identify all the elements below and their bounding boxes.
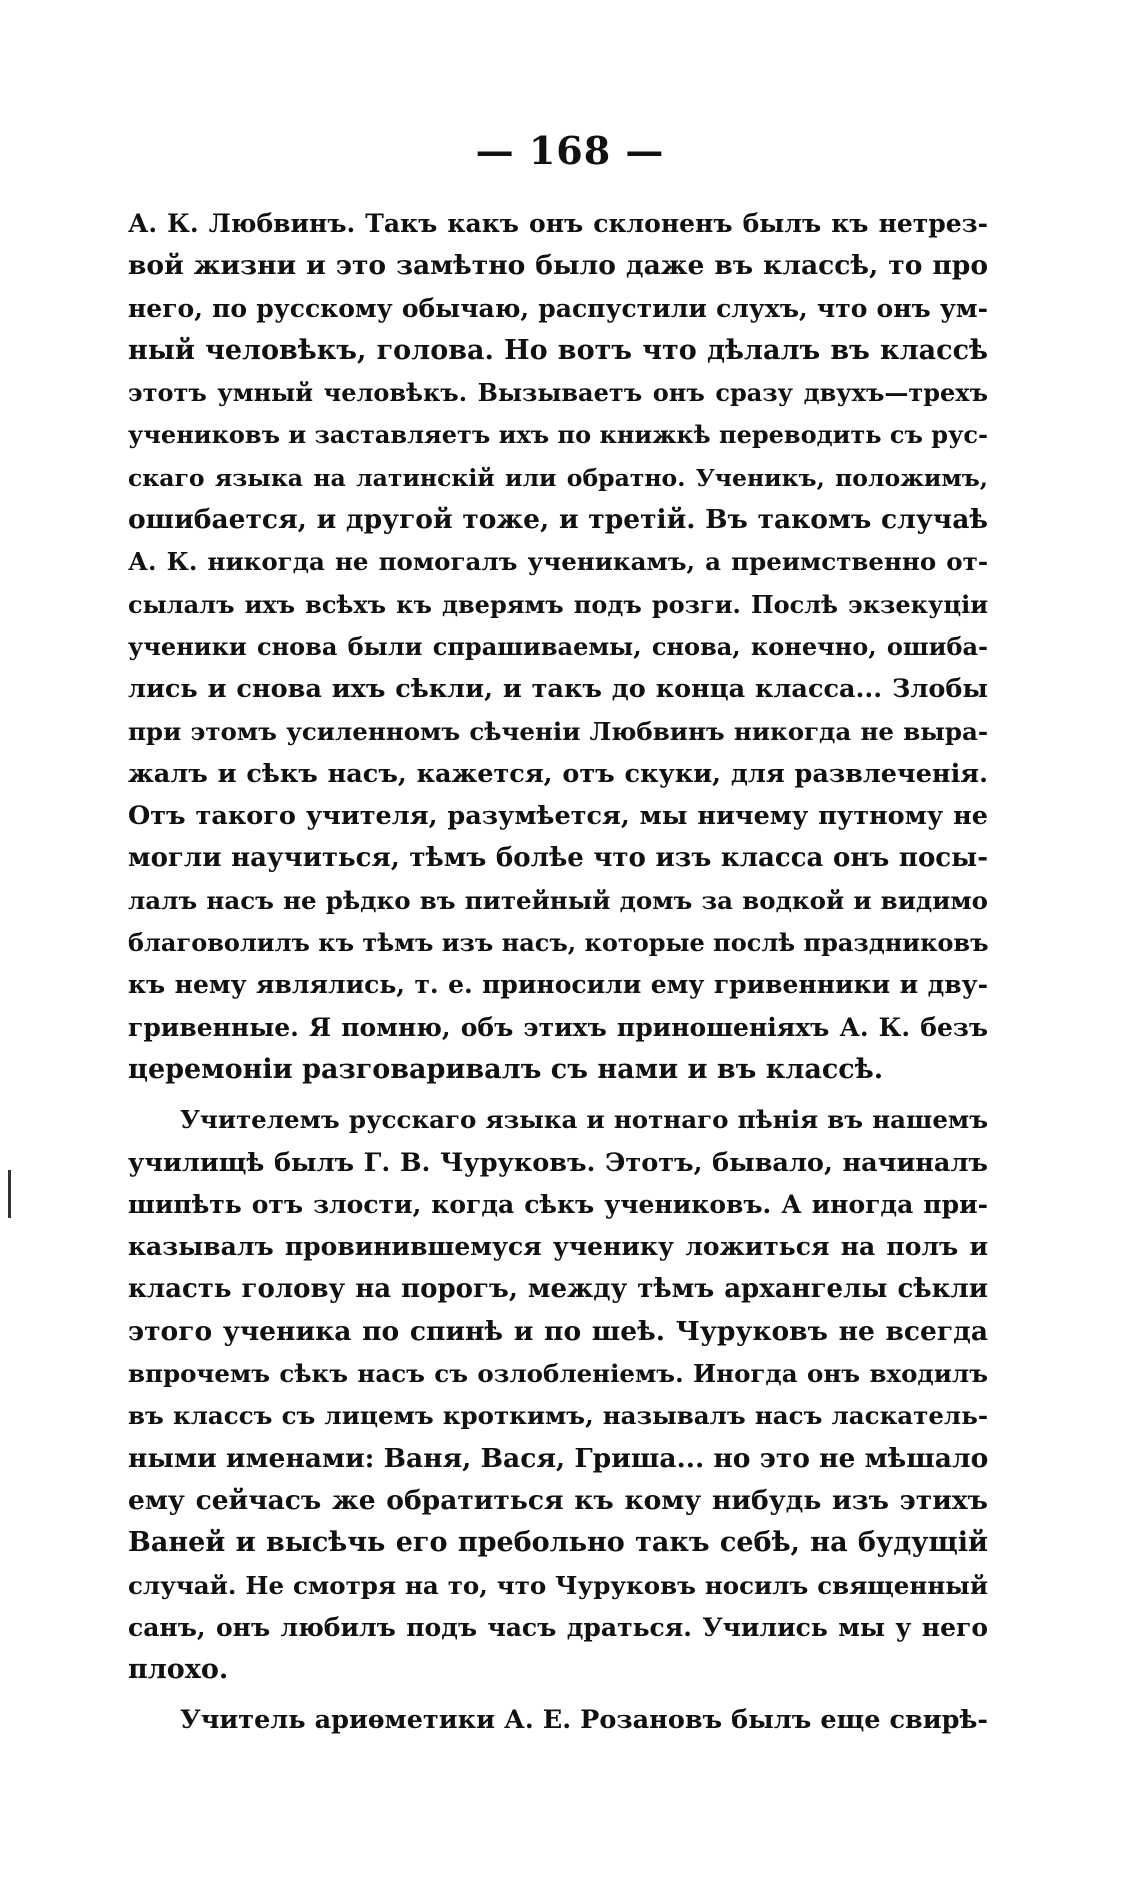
text-line: этотъ умный человѣкъ. Вызываетъ онъ сразу двухъ—трехъ: [128, 378, 988, 408]
body-text: [128, 203, 988, 1742]
margin-mark: [8, 1170, 11, 1218]
text-line: случай. Не смотря на то, что Чуруковъ носилъ священный: [128, 1570, 988, 1600]
paragraph-3: [128, 1699, 988, 1741]
text-line: Отъ такого учителя, разумѣется, мы ничему путному не: [128, 801, 988, 832]
page-number: — 168 —: [475, 128, 665, 173]
text-line: вой жизни и это замѣтно было даже въ классѣ, то про: [128, 250, 988, 282]
text-line: учениковъ и заставляетъ ихъ по книжкѣ переводить съ рус-: [128, 420, 988, 450]
text-line: шипѣть отъ злости, когда сѣкъ учениковъ. А иногда при-: [128, 1189, 988, 1219]
text-line: Ваней и высѣчь его пребольно такъ себѣ, на будущій: [128, 1527, 988, 1559]
text-line: А. К. никогда не помогалъ ученикамъ, а преимственно от-: [128, 547, 988, 577]
paragraph-gap: [128, 1091, 988, 1099]
text-line: него, по русскому обычаю, распустили слухъ, что онъ ум-: [128, 293, 988, 323]
text-line: сылалъ ихъ всѣхъ къ дверямъ подъ розги. Послѣ экзекуціи: [128, 589, 988, 619]
text-line: въ классъ съ лицемъ кроткимъ, называлъ насъ ласкатель-: [128, 1401, 988, 1431]
text-line: ему сейчасъ же обратиться къ кому нибудь изъ этихъ: [128, 1484, 988, 1516]
text-line: ный человѣкъ, голова. Но вотъ что дѣлалъ въ классѣ: [128, 334, 988, 366]
text-line: училищѣ былъ Г. В. Чуруковъ. Этотъ, бывало, начиналъ: [128, 1147, 988, 1178]
text-line: могли научиться, тѣмъ болѣе что изъ класса онъ посы-: [128, 843, 988, 874]
text-line: А. К. Любвинъ. Такъ какъ онъ склоненъ былъ къ нетрез-: [128, 209, 988, 238]
text-line: лалъ насъ не рѣдко въ питейный домъ за водкой и видимо: [128, 885, 988, 915]
text-line: скаго языка на латинскій или обратно. Ученикъ, положимъ,: [128, 463, 988, 492]
text-line: плохо.: [128, 1654, 229, 1686]
text-line: лись и снова ихъ сѣкли, и такъ до конца класса... Злобы: [128, 674, 988, 705]
text-line: этого ученика по спинѣ и по шеѣ. Чуруковъ не всегда: [128, 1315, 988, 1347]
text-line: ошибается, и другой тоже, и третій. Въ такомъ случаѣ: [128, 504, 988, 536]
text-line: ученики снова были спрашиваемы, снова, конечно, ошиба-: [128, 631, 988, 661]
text-line: Учителемъ русскаго языка и нотнаго пѣнія въ нашемъ: [180, 1105, 988, 1135]
text-line: къ нему являлись, т. е. приносили ему гривенники и дву-: [128, 970, 988, 1000]
text-line: ными именами: Ваня, Вася, Гриша... но это не мѣшало: [128, 1442, 989, 1474]
paragraph-gap: [128, 1691, 988, 1699]
text-line: впрочемъ сѣкъ насъ съ озлобленіемъ. Иногда онъ входилъ: [128, 1359, 988, 1389]
text-line: казывалъ провинившемуся ученику ложиться на полъ и: [128, 1232, 988, 1262]
text-line: гривенные. Я помню, объ этихъ приношеніяхъ А. К. безъ: [128, 1012, 988, 1042]
paragraph-2: [128, 1099, 988, 1691]
text-line: церемоніи разговаривалъ съ нами и въ классѣ.: [128, 1053, 884, 1085]
text-line: при этомъ усиленномъ сѣченіи Любвинъ никогда не выра-: [128, 716, 988, 746]
text-line: класть голову на порогъ, между тѣмъ архангелы сѣкли: [128, 1274, 988, 1305]
text-line: жалъ и сѣкъ насъ, кажется, отъ скуки, для развлеченія.: [128, 758, 988, 789]
text-line: благоволилъ къ тѣмъ изъ насъ, которые послѣ праздниковъ: [128, 928, 989, 958]
paragraph-1: [128, 203, 988, 1091]
text-line: Учитель ариѳметики А. Е. Розановъ былъ еще свирѣ-: [180, 1705, 988, 1736]
text-line: санъ, онъ любилъ подъ часъ драться. Учились мы у него: [128, 1612, 988, 1642]
